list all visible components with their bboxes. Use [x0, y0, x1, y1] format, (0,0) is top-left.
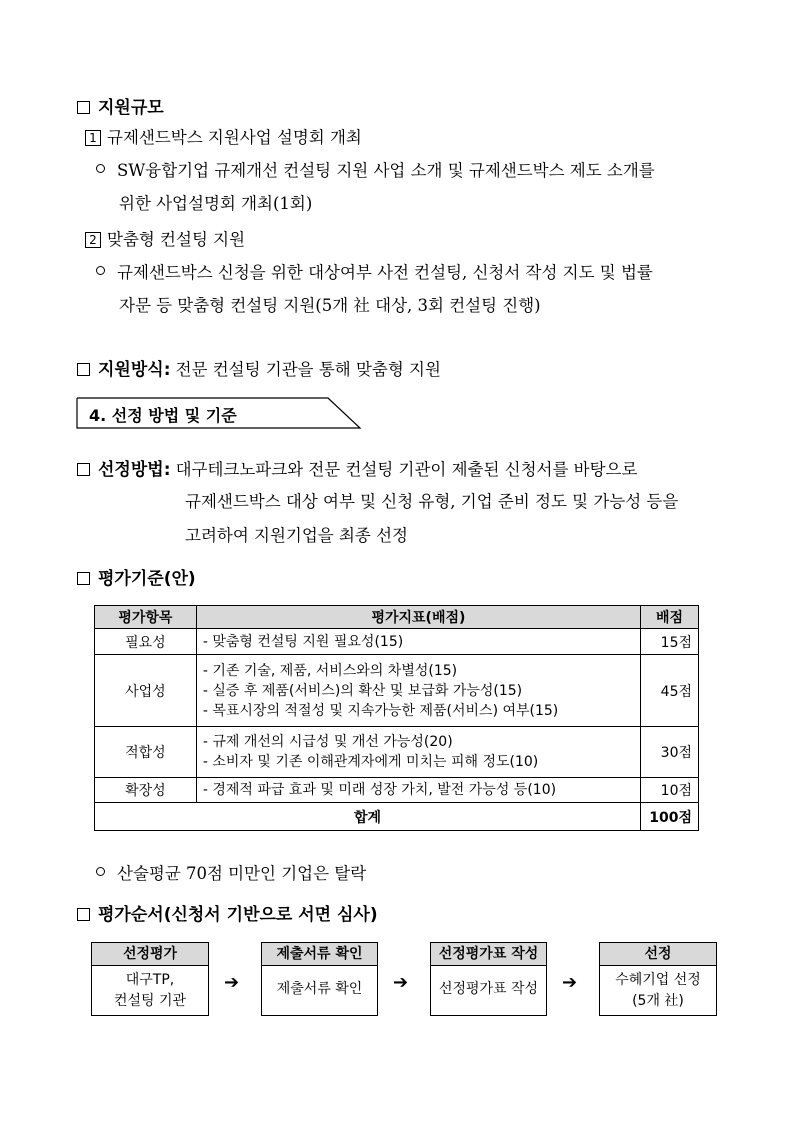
checkbox-icon: [77, 101, 90, 114]
selection-method-line2: 규제샌드박스 대상 여부 및 신청 유형, 기업 준비 정도 및 가능성 등을: [185, 492, 679, 511]
row-item: 필요성: [95, 629, 197, 655]
section-4-title: 4. 선정 방법 및 기준: [89, 406, 237, 425]
support-item-2-desc-line1: 규제샌드박스 신청을 위한 대상여부 사전 컨설팅, 신청서 작성 지도 및 법률: [96, 259, 653, 283]
header-indicator: 평가지표(배점): [196, 606, 640, 629]
flow-step-line2: 컨설팅 기관: [113, 993, 187, 1009]
row-score: 15점: [641, 629, 699, 655]
criteria-note: 산술평균 70점 미만인 기업은 탈락: [96, 860, 366, 884]
total-score: 100점: [641, 803, 699, 831]
arrow-right-icon: ➔: [393, 972, 409, 993]
selection-method-label: 선정방법:: [98, 460, 171, 480]
flow-step-title: 선정평가표 작성: [431, 943, 546, 966]
header-score: 배점: [641, 606, 699, 629]
row-item: 적합성: [95, 727, 197, 778]
criteria-table: [94, 605, 699, 831]
row-score: 10점: [641, 778, 699, 803]
row-indicators: - 맞춤형 컨설팅 지원 필요성(15): [196, 629, 640, 655]
support-method: [77, 355, 441, 380]
row-indicators: - 경제적 파급 효과 및 미래 성장 가치, 발전 가능성 등(10): [196, 778, 640, 803]
table-row: [95, 629, 699, 655]
row-score: 45점: [641, 655, 699, 727]
eval-order-heading: 평가순서(신청서 기반으로 서면 심사): [77, 900, 378, 925]
header-item: 평가항목: [95, 606, 197, 629]
support-item-1-desc-line2: 위한 사업설명회 개최(1회): [119, 194, 313, 213]
circle-bullet-icon: [96, 266, 105, 275]
row-score: 30점: [641, 727, 699, 778]
flow-step-line1: 선정평가표 작성: [438, 981, 539, 997]
row-indicators: - 기존 기술, 제품, 서비스와의 차별성(15) - 실증 후 제품(서비스)의 확산 및 보급화 가능성(15) - 목표시장의 적절성 및 지속가능한 제품(서비스) 여부(15): [196, 655, 640, 727]
checkbox-icon: [77, 572, 90, 585]
flow-step-line1: 대구TP,: [125, 972, 175, 988]
number-box-icon: 2: [85, 232, 101, 248]
table-row: [95, 778, 699, 803]
arrow-right-icon: ➔: [224, 972, 240, 993]
criteria-heading: 평가기준(안): [77, 564, 196, 589]
row-item: 확장성: [95, 778, 197, 803]
arrow-right-icon: ➔: [562, 972, 578, 993]
flow-step-title: 제출서류 확인: [262, 943, 377, 966]
selection-method: [77, 455, 637, 480]
flow-step-title: 선정: [600, 943, 716, 966]
flow-step-line1: 제출서류 확인: [276, 981, 363, 997]
support-scale-heading: 지원규모: [77, 93, 164, 118]
circle-bullet-icon: [96, 867, 105, 876]
table-row: [95, 655, 699, 727]
checkbox-icon: [77, 363, 90, 376]
flow-step-4: [599, 942, 717, 1016]
row-indicators: - 규제 개선의 시급성 및 개선 가능성(20) - 소비자 및 기존 이해관계자에게 미치는 피해 정도(10): [196, 727, 640, 778]
table-header-row: [95, 606, 699, 629]
support-item-2-title: 2 맞춤형 컨설팅 지원: [85, 226, 245, 250]
selection-method-line3: 고려하여 지원기업을 최종 선정: [185, 526, 408, 545]
flow-step-line1: 수혜기업 선정: [615, 972, 701, 988]
support-item-1-title: 1 규제샌드박스 지원사업 설명회 개최: [85, 124, 362, 148]
flow-step-line2: (5개 社): [632, 993, 684, 1009]
support-item-1-desc-line1: SW융합기업 규제개선 컨설팅 지원 사업 소개 및 규제샌드박스 제도 소개를: [96, 157, 655, 181]
flow-step-2: [261, 942, 378, 1016]
flow-step-1: [91, 942, 209, 1016]
flow-step-title: 선정평가: [92, 943, 208, 966]
flow-step-3: [430, 942, 547, 1016]
number-box-icon: 1: [85, 130, 101, 146]
checkbox-icon: [77, 463, 90, 476]
table-total-row: [95, 803, 699, 831]
table-row: [95, 727, 699, 778]
row-item: 사업성: [95, 655, 197, 727]
circle-bullet-icon: [96, 164, 105, 173]
support-method-label: 지원방식:: [98, 360, 171, 380]
support-method-text: 전문 컨설팅 기관을 통해 맞춤형 지원: [175, 360, 441, 379]
total-label: 합계: [95, 803, 641, 831]
checkbox-icon: [77, 908, 90, 921]
selection-method-line1: 대구테크노파크와 전문 컨설팅 기관이 제출된 신청서를 바탕으로: [175, 460, 638, 479]
support-item-2-desc-line2: 자문 등 맞춤형 컨설팅 지원(5개 社 대상, 3회 컨설팅 진행): [119, 296, 541, 315]
